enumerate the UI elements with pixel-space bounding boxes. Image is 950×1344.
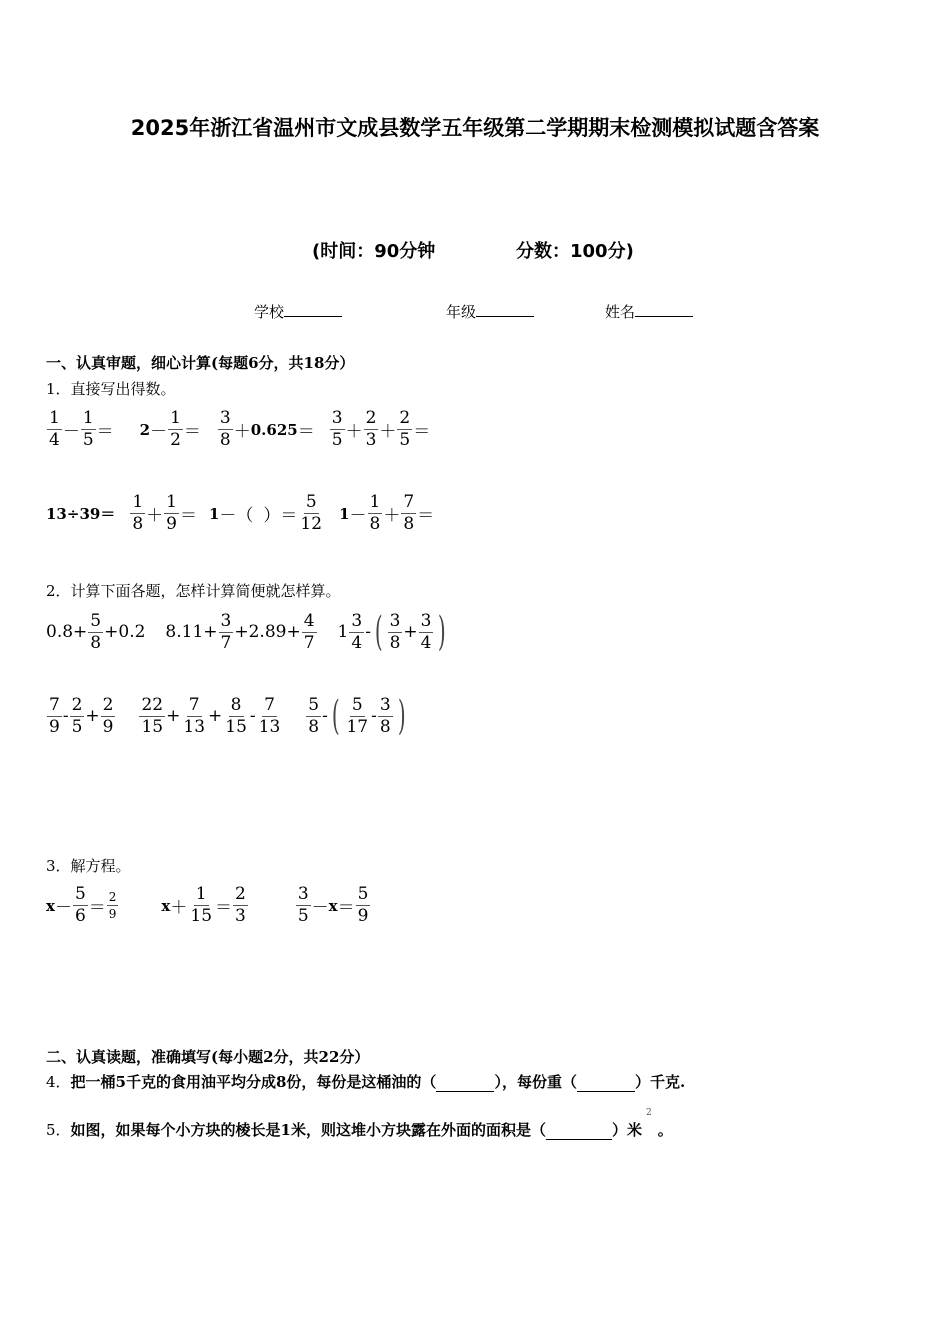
question-text: ）千克. [634, 1073, 686, 1091]
numerator: 1 [170, 408, 181, 428]
name-blank [635, 302, 693, 317]
right-bracket: ) [438, 609, 447, 655]
fraction [397, 410, 412, 449]
fraction [364, 410, 379, 449]
numerator: 22 [141, 694, 164, 715]
denominator: 4 [420, 632, 432, 653]
numerator: 4 [303, 610, 315, 631]
school-field [254, 301, 342, 322]
q2-row-2 [46, 693, 409, 739]
numerator: 1 [195, 884, 207, 904]
left-bracket: ( [331, 693, 340, 739]
numerator: 1 [132, 492, 144, 512]
denominator: 8 [90, 632, 102, 653]
number: 2.89 [248, 622, 287, 642]
equals-sign: ＝ [413, 422, 431, 442]
fraction [188, 886, 214, 925]
plus-sign: ＋ [345, 422, 363, 442]
plus-sign: + [234, 622, 249, 642]
numerator: 2 [235, 884, 246, 904]
fraction [298, 494, 324, 533]
answer-blank [577, 1073, 635, 1092]
right-paren: ） [263, 506, 281, 526]
question-5 [46, 1108, 673, 1140]
fraction [419, 610, 434, 653]
numerator: 3 [389, 610, 401, 631]
numerator: 2 [108, 890, 117, 904]
minus-sign: - [249, 706, 256, 726]
denominator: 8 [389, 632, 401, 653]
fraction [368, 494, 383, 533]
answer-blank [436, 1073, 494, 1092]
denominator: 8 [403, 514, 415, 534]
school-label: 学校 [254, 303, 285, 321]
fraction [130, 494, 145, 533]
numerator: 5 [90, 610, 102, 631]
equals-sign: ＝ [337, 898, 355, 918]
denominator: 2 [170, 430, 181, 450]
question-number: 4． [46, 1073, 71, 1091]
answer-blank [546, 1121, 612, 1140]
numerator: 7 [49, 694, 60, 715]
fraction [107, 891, 119, 920]
numerator: 5 [305, 492, 317, 512]
left-paren: （ [236, 506, 254, 526]
fraction [218, 410, 233, 449]
numerator: 1 [166, 492, 177, 512]
numerator: 7 [264, 694, 275, 715]
equals-sign: ＝ [183, 422, 201, 442]
numerator: 1 [49, 408, 60, 428]
fraction [378, 694, 393, 737]
minus-sign: - [365, 622, 371, 642]
right-bracket: ) [397, 693, 406, 739]
fraction [257, 694, 283, 737]
minus-sign: － [311, 898, 329, 918]
question-1-label: 1．直接写出得数。 [46, 380, 176, 398]
grade-blank [476, 302, 534, 317]
fraction [356, 886, 371, 925]
question-text: ）米 [612, 1121, 643, 1139]
plus-sign: ＋ [379, 422, 397, 442]
numerator: 1 [369, 492, 381, 512]
school-blank [284, 302, 342, 317]
denominator: 8 [379, 716, 391, 737]
denominator: 15 [141, 716, 164, 737]
numerator: 3 [219, 408, 231, 428]
denominator: 9 [166, 514, 177, 534]
fraction [296, 886, 311, 925]
numerator: 5 [74, 884, 86, 904]
denominator: 4 [351, 632, 363, 653]
denominator: 8 [219, 430, 231, 450]
fraction [330, 410, 345, 449]
section-1-heading: 一、认真审题，细心计算(每题6分，共18分） [46, 354, 355, 372]
q1-row-1 [46, 410, 430, 449]
fraction [47, 410, 62, 449]
numerator: 8 [230, 694, 242, 715]
minus-sign: － [62, 422, 80, 442]
denominator: 9 [102, 716, 114, 737]
grade-field [446, 301, 534, 322]
exam-score: 分数：100分) [516, 241, 634, 262]
fraction [233, 886, 248, 925]
minus-sign: - [371, 706, 377, 726]
exam-time: (时间：90分钟 [312, 241, 436, 262]
denominator: 5 [71, 716, 83, 737]
plus-sign: + [85, 706, 100, 726]
fraction [223, 694, 249, 737]
equals-sign: ＝ [96, 422, 114, 442]
question-4 [46, 1071, 685, 1092]
fraction [168, 410, 183, 449]
minus-sign: － [54, 898, 72, 918]
denominator: 8 [369, 514, 381, 534]
name-label: 姓名 [605, 303, 636, 321]
variable-x: x [46, 896, 55, 915]
denominator: 3 [365, 430, 377, 450]
numerator: 7 [188, 694, 200, 715]
question-text: 如图，如果每个小方块的棱长是1米，则这堆小方块露在外面的面积是（ [70, 1121, 546, 1139]
plus-sign: + [73, 622, 88, 642]
fraction [70, 694, 85, 737]
name-field [605, 301, 693, 322]
denominator: 12 [300, 514, 323, 534]
grade-label: 年级 [446, 303, 477, 321]
equals-sign: ＝ [280, 506, 298, 526]
minus-sign: - [62, 706, 69, 726]
fraction [344, 694, 370, 737]
q1-row-2 [46, 494, 434, 533]
q2-row-1 [46, 609, 450, 655]
minus-sign: － [349, 506, 367, 526]
denominator: 8 [132, 514, 144, 534]
denominator: 9 [108, 907, 117, 921]
equals-sign: ＝ [215, 898, 233, 918]
numerator: 3 [420, 610, 432, 631]
denominator: 13 [183, 716, 206, 737]
question-text: 把一桶5千克的食用油平均分成8份，每份是这桶油的（ [70, 1073, 437, 1091]
minus-sign: - [322, 706, 328, 726]
denominator: 5 [331, 430, 343, 450]
fraction [139, 694, 165, 737]
number: 1 [337, 622, 349, 642]
numerator: 3 [379, 694, 391, 715]
plus-sign: ＋ [233, 422, 251, 442]
numerator: 2 [399, 408, 411, 428]
fraction [81, 410, 96, 449]
equals-sign: ＝ [417, 506, 435, 526]
denominator: 13 [258, 716, 281, 737]
fraction [302, 610, 317, 653]
question-text: ），每份重（ [494, 1073, 577, 1091]
denominator: 5 [399, 430, 411, 450]
numerator: 2 [365, 408, 377, 428]
plus-sign: + [403, 622, 418, 642]
fraction [88, 610, 103, 653]
number: 0.8 [46, 622, 74, 642]
fraction [164, 494, 179, 533]
numerator: 5 [357, 884, 369, 904]
number: 2 [139, 420, 151, 439]
denominator: 3 [235, 906, 246, 926]
equals-sign: ＝ [297, 422, 315, 442]
fraction [101, 694, 116, 737]
numerator: 7 [403, 492, 415, 512]
variable-x: x [328, 896, 338, 915]
numerator: 3 [331, 408, 343, 428]
numerator: 3 [220, 610, 232, 631]
question-2-label: 2．计算下面各题，怎样计算简便就怎样算。 [46, 582, 341, 600]
denominator: 6 [74, 906, 86, 926]
equals-sign: ＝ [179, 506, 197, 526]
numerator: 3 [351, 610, 363, 631]
plus-sign: + [208, 706, 223, 726]
minus-sign: － [150, 422, 168, 442]
denominator: 9 [357, 906, 369, 926]
question-3-label: 3．解方程。 [46, 857, 131, 875]
number: 1 [339, 504, 350, 523]
superscript: 2 [646, 1108, 652, 1118]
equals-sign: ＝ [88, 898, 106, 918]
number: 1 [208, 504, 220, 523]
plus-sign: ＋ [170, 898, 188, 918]
denominator: 17 [346, 716, 369, 737]
minus-sign: － [219, 506, 237, 526]
fraction [219, 610, 234, 653]
number: 0.2 [118, 622, 146, 642]
numerator: 5 [308, 694, 320, 715]
fraction [181, 694, 207, 737]
page-title: 2025年浙江省温州市文成县数学五年级第二学期期末检测模拟试题含答案 [130, 116, 820, 140]
numerator: 1 [82, 408, 94, 428]
expression: 13÷39＝ [46, 505, 116, 523]
denominator: 7 [303, 632, 315, 653]
section-2-heading: 二、认真读题，准确填写(每小题2分，共22分） [46, 1048, 370, 1066]
number: 8.11 [165, 622, 204, 642]
left-bracket: ( [374, 609, 383, 655]
number: 0.625 [250, 420, 298, 439]
numerator: 2 [102, 694, 114, 715]
fraction [349, 610, 364, 653]
fraction [47, 694, 62, 737]
numerator: 2 [71, 694, 83, 715]
fraction [401, 494, 416, 533]
denominator: 8 [308, 716, 320, 737]
denominator: 5 [297, 906, 309, 926]
denominator: 9 [49, 716, 60, 737]
q3-equations [46, 886, 371, 925]
denominator: 15 [225, 716, 247, 737]
variable-x: x [161, 896, 171, 915]
denominator: 15 [190, 906, 213, 926]
denominator: 7 [220, 632, 232, 653]
plus-sign: + [166, 706, 181, 726]
fraction [73, 886, 88, 925]
question-number: 5． [46, 1121, 71, 1139]
question-text: 。 [657, 1121, 673, 1139]
numerator: 5 [351, 694, 363, 715]
plus-sign: ＋ [383, 506, 401, 526]
plus-sign: + [203, 622, 218, 642]
plus-sign: ＋ [146, 506, 164, 526]
denominator: 4 [49, 430, 60, 450]
numerator: 3 [297, 884, 309, 904]
plus-sign: + [286, 622, 301, 642]
plus-sign: + [104, 622, 119, 642]
fraction [306, 694, 321, 737]
fraction [388, 610, 403, 653]
denominator: 5 [82, 430, 94, 450]
